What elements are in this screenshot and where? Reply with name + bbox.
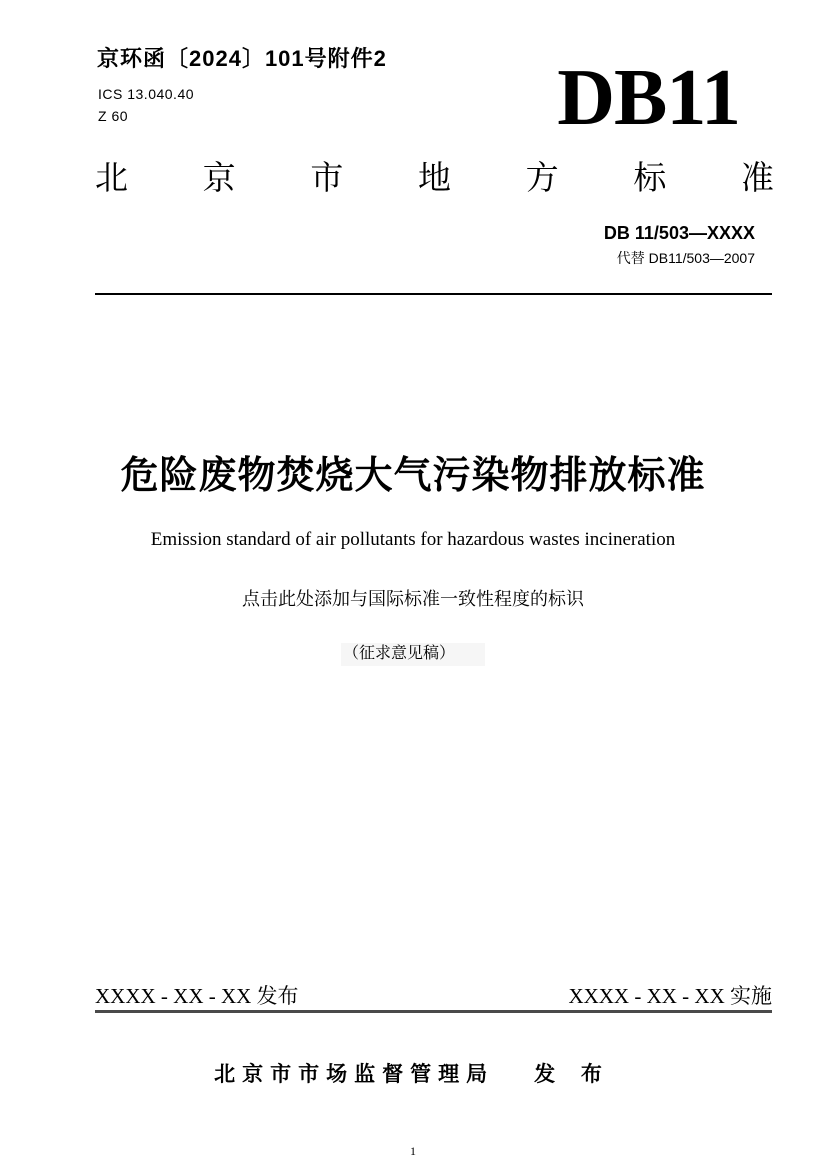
- db11-logo: DB11: [557, 54, 740, 142]
- classification-code: Z 60: [98, 108, 129, 124]
- publish-word: 发 布: [534, 1063, 612, 1086]
- date-row: [95, 985, 772, 1008]
- ics-code: ICS 13.040.40: [98, 86, 195, 102]
- page-number: 1: [410, 1144, 416, 1158]
- draft-note-row: [0, 643, 826, 666]
- implementation-date: XXXX - XX - XX 实施: [568, 984, 772, 1008]
- issue-date: XXXX - XX - XX 发布: [95, 984, 299, 1008]
- footer-divider-line: [95, 1010, 772, 1013]
- document-title-chinese: 危险废物焚烧大气污染物排放标准: [120, 455, 706, 497]
- consistency-degree-placeholder[interactable]: 点击此处添加与国际标准一致性程度的标识: [242, 589, 584, 609]
- standard-number: DB 11/503—XXXX: [603, 223, 755, 243]
- replaces-note: 代替 DB11/503—2007: [616, 250, 755, 266]
- publisher-name: 北京市市场监督管理局: [214, 1063, 495, 1086]
- header-divider-line: [95, 293, 772, 295]
- document-title-english: Emission standard of air pollutants for hazardous wastes incineration: [150, 529, 676, 550]
- attachment-reference: 京环函〔2024〕101号附件2: [97, 46, 387, 71]
- draft-for-comments-note: （征求意见稿）: [341, 643, 485, 666]
- publisher-row: [0, 1062, 826, 1087]
- standard-type-title: 北京市地方标准: [95, 159, 774, 196]
